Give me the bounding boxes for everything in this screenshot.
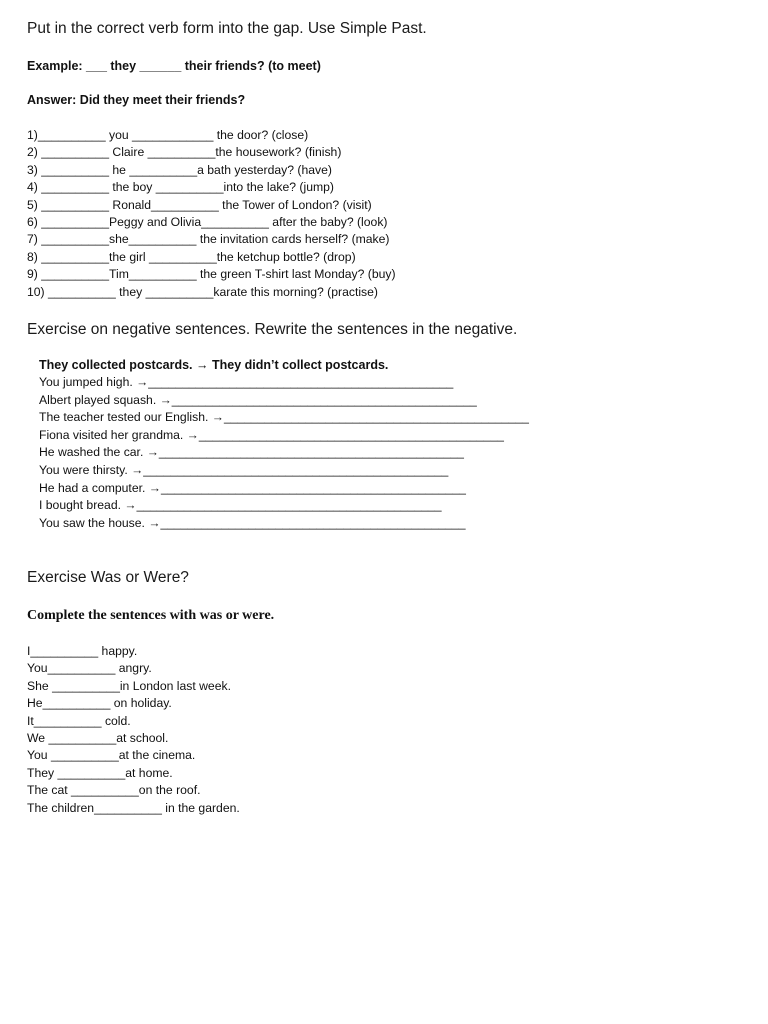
- exercise3-item: The cat __________on the roof.: [27, 783, 201, 798]
- exercise3-item: It__________ cold.: [27, 713, 131, 728]
- exercise1-example: Example: ___ they ______ their friends? (to meet): [27, 59, 321, 73]
- exercise1-list: [27, 127, 396, 301]
- exercise3-item: He__________ on holiday.: [27, 696, 172, 711]
- exercise1-item: 5) __________ Ronald__________ the Tower of London? (visit): [27, 197, 372, 212]
- exercise1-item: 1)__________ you ____________ the door? (close): [27, 128, 309, 142]
- exercise1-item: 8) __________the girl __________the ketchup bottle? (drop): [27, 249, 356, 264]
- exercise2-item: Albert played squash. →_____________________________________________: [39, 392, 477, 407]
- exercise3-item: I__________ happy.: [27, 644, 138, 658]
- exercise3-instruction: Complete the sentences with was or were.: [27, 608, 275, 623]
- exercise3-item: We __________at school.: [27, 730, 169, 745]
- exercise1-item: 3) __________ he __________a bath yesterday? (have): [27, 162, 332, 177]
- exercise1-item: 4) __________ the boy __________into the lake? (jump): [27, 180, 334, 195]
- exercise3-item: They __________at home.: [27, 765, 173, 780]
- exercise2-example: They collected postcards. → They didn’t collect postcards.: [39, 358, 389, 372]
- exercise3-item: You __________at the cinema.: [27, 748, 196, 763]
- exercise1-item: 10) __________ they __________karate this morning? (practise): [27, 284, 378, 299]
- exercise2-item: You jumped high. →_____________________________________________: [39, 375, 454, 389]
- exercise2-item: He washed the car. →_____________________________________________: [39, 445, 464, 460]
- exercise3-item: You__________ angry.: [27, 661, 152, 676]
- exercise1-title: Put in the correct verb form into the gap. Use Simple Past.: [27, 20, 427, 37]
- exercise1-answer: Answer: Did they meet their friends?: [27, 93, 246, 107]
- exercise1-item: 2) __________ Claire __________the housework? (finish): [27, 145, 342, 160]
- exercise3-list: [27, 643, 240, 817]
- exercise2-item: The teacher tested our English. →_____________________________________________: [39, 410, 529, 425]
- exercise3-title: Exercise Was or Were?: [27, 569, 189, 586]
- exercise2-list: [39, 374, 529, 532]
- exercise1-item: 9) __________Tim__________ the green T-shirt last Monday? (buy): [27, 267, 396, 282]
- exercise2-title: Exercise on negative sentences. Rewrite the sentences in the negative.: [27, 321, 518, 338]
- exercise1-item: 7) __________she__________ the invitation cards herself? (make): [27, 232, 390, 247]
- exercise3-item: She __________in London last week.: [27, 678, 231, 693]
- exercise2-item: I bought bread. →_____________________________________________: [39, 498, 442, 513]
- exercise2-item: Fiona visited her grandma. →_____________________________________________: [39, 427, 504, 442]
- exercise2-item: You saw the house. →_____________________________________________: [39, 515, 466, 530]
- exercise3-item: The children__________ in the garden.: [27, 800, 240, 815]
- exercise2-item: You were thirsty. →_____________________________________________: [39, 462, 449, 477]
- exercise2-item: He had a computer. →_____________________________________________: [39, 480, 466, 495]
- exercise1-item: 6) __________Peggy and Olivia__________ after the baby? (look): [27, 214, 388, 229]
